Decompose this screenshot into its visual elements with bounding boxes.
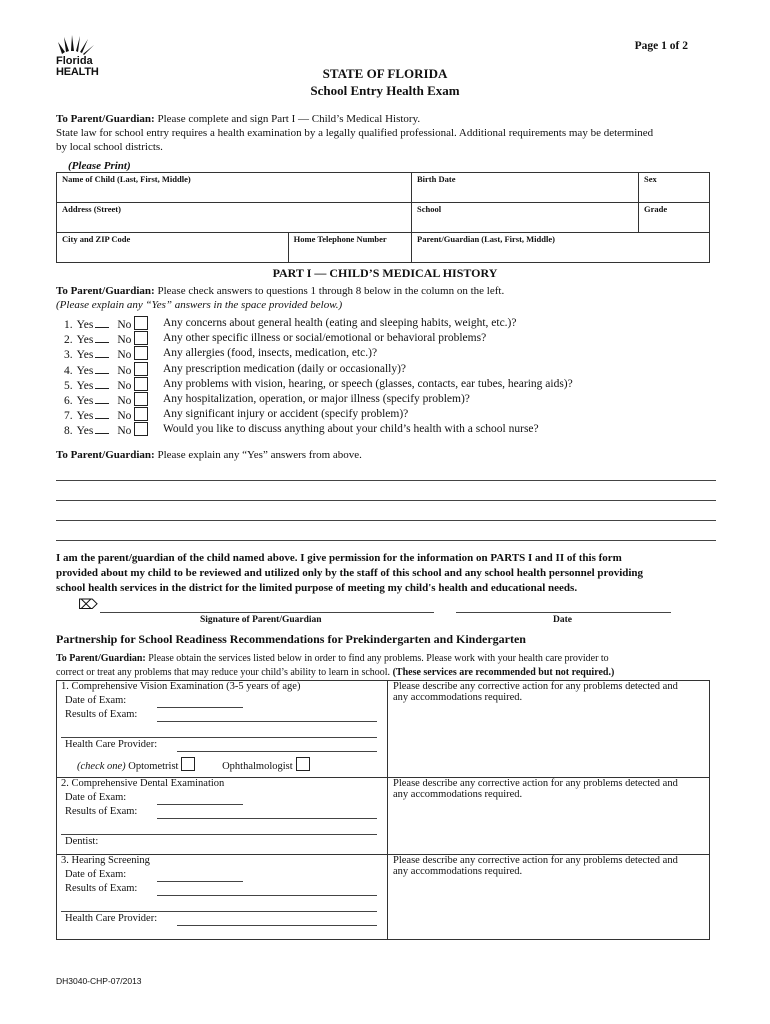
question-text: Any concerns about general health (eating and sleeping habits, weight, etc.)? [163,317,517,329]
vision-title: 1. Comprehensive Vision Examination (3-5 years of age) [61,681,301,692]
signature-line[interactable] [100,612,434,613]
school-field[interactable]: School [412,203,639,233]
no-checkbox[interactable] [134,422,148,436]
hearing-corrective-cell[interactable]: Please describe any corrective action for any problems detected and any accommodations required. [388,855,710,940]
question-text: Any other specific illness or social/emotional or behavioral problems? [163,332,487,345]
yes-answer-blank[interactable] [95,363,109,374]
optometrist-checkbox[interactable] [181,757,195,771]
vision-exam-cell [57,681,388,778]
dental-exam-cell [57,778,388,855]
no-checkbox[interactable] [134,316,148,330]
partnership-heading: Partnership for School Readiness Recommendations for Prekindergarten and Kindergarten [56,632,526,646]
recommendations-table [56,680,710,940]
date-line[interactable] [456,612,671,613]
date-label: Date [553,615,572,625]
question-number: 4. [64,364,73,377]
explain-line-2[interactable] [56,500,716,501]
no-label: No [117,425,132,438]
yes-label: Yes [76,364,94,377]
question-number: 1. [64,319,73,331]
yes-answer-blank[interactable] [95,317,109,328]
part1-explain-note: (Please explain any “Yes” answers in the space provided below.) [56,299,343,311]
law-line-2: by local school districts. [56,141,163,153]
vision-results-line-2[interactable] [61,737,377,738]
grade-field[interactable]: Grade [639,203,710,233]
hearing-results-line[interactable] [157,895,377,896]
no-checkbox[interactable] [134,331,148,345]
question-number: 7. [64,410,73,423]
child-info-table [56,172,710,263]
vision-corrective-cell[interactable]: Please describe any corrective action for any problems detected and any accommodations required. [388,681,710,778]
form-subtitle: School Entry Health Exam [310,83,460,98]
print-note: (Please Print) [68,160,131,172]
no-label: No [117,395,132,407]
vision-date-label: Date of Exam: [65,695,127,706]
page-number: Page 1 of 2 [634,40,688,52]
yes-label: Yes [76,379,94,392]
no-label: No [117,364,132,377]
question-text: Any prescription medication (daily or occasionally)? [163,362,407,375]
dental-corrective-cell[interactable]: Please describe any corrective action for any problems detected and any accommodations required. [388,778,710,855]
yes-answer-blank[interactable] [95,332,109,343]
question-number: 6. [64,395,73,407]
question-number: 2. [64,334,73,347]
dentist-label: Dentist: [65,836,99,847]
dental-results-line[interactable] [157,818,377,819]
yes-answer-blank[interactable] [95,423,109,434]
no-label: No [117,349,132,362]
yes-label: Yes [76,334,94,347]
question-text: Any problems with vision, hearing, or speech (glasses, contacts, ear tubes, hearing aids)? [163,377,573,390]
consent-line-1: I am the parent/guardian of the child named above. I give permission for the information on PARTS I and II of this form [56,552,622,564]
yes-answer-blank[interactable] [95,347,109,358]
signature-label: Signature of Parent/Guardian [200,615,322,625]
part1-heading: PART I — CHILD’S MEDICAL HISTORY [272,266,498,280]
question-text: Any hospitalization, operation, or major illness (specify problem)? [163,393,470,405]
explain-line-3[interactable] [56,520,716,521]
law-line-1: State law for school entry requires a health examination by a legally qualified professional. Additional requirements may be determined [56,127,654,139]
consent-line-3: school health services in the district for the limited purpose of meeting my child's health and educational needs. [56,582,578,594]
vision-results-label: Results of Exam: [65,709,138,720]
dental-results-line-2[interactable] [61,834,377,835]
dental-title: 2. Comprehensive Dental Examination [61,778,225,789]
yes-answer-blank[interactable] [95,408,109,419]
question-number: 5. [64,379,73,392]
consent-line-2: provided about my child to be reviewed and utilized only by the staff of this school and any school health personnel providing [56,567,644,579]
no-checkbox[interactable] [134,392,148,406]
vision-provider-label: Health Care Provider: [65,739,158,750]
yes-label: Yes [76,395,94,407]
birth-date-field[interactable]: Birth Date [412,173,639,203]
yes-label: Yes [76,425,94,438]
question-row [64,407,409,423]
dental-date-line[interactable] [157,804,243,805]
question-text: Any allergies (food, insects, medication, etc.)? [163,347,378,360]
explain-line-4[interactable] [56,540,716,541]
question-row [64,362,407,377]
question-text: Any significant injury or accident (specify problem)? [163,408,409,421]
hearing-title: 3. Hearing Screening [61,855,150,866]
hearing-results-line-2[interactable] [61,911,377,912]
hearing-results-label: Results of Exam: [65,883,138,894]
yes-label: Yes [76,410,94,423]
question-row [64,377,573,392]
no-label: No [117,410,132,423]
yes-answer-blank[interactable] [95,378,109,389]
explain-line-1[interactable] [56,480,716,481]
no-checkbox[interactable] [134,407,148,421]
no-checkbox[interactable] [134,377,148,391]
yes-answer-blank[interactable] [95,393,109,404]
intro-instruction [56,112,420,126]
hearing-provider-label: Health Care Provider: [65,913,158,924]
hearing-date-label: Date of Exam: [65,869,127,880]
no-label: No [117,379,132,392]
form-title: STATE OF FLORIDA [322,66,448,81]
yes-label: Yes [76,319,94,331]
vision-check-row: (check one) Optometrist Ophthalmologist [77,757,310,772]
question-row [64,422,539,438]
intro-label: To Parent/Guardian: [56,113,155,125]
guardian-name-field[interactable]: Parent/Guardian (Last, First, Middle) [412,233,710,263]
hearing-provider-line[interactable] [177,925,377,926]
sunburst-icon [56,34,106,56]
no-label: No [117,334,132,347]
partnership-text: To Parent/Guardian: Please obtain the services listed below in order to find any problems. Please work with your health care provider to [56,653,609,664]
no-checkbox[interactable] [134,362,148,376]
address-field[interactable]: Address (Street) [57,203,412,233]
form-id: DH3040-CHP-07/2013 [56,976,142,986]
question-row [64,316,517,331]
city-zip-field[interactable]: City and ZIP Code [57,233,289,263]
yes-label: Yes [76,349,94,362]
question-text: Would you like to discuss anything about your child’s health with a school nurse? [163,423,539,436]
no-label: No [117,319,132,331]
dental-date-label: Date of Exam: [65,792,127,803]
explain-instruction: To Parent/Guardian: Please explain any “Yes” answers from above. [56,449,362,461]
sign-here-icon: ⌦ [78,597,98,613]
vision-results-line[interactable] [157,721,377,722]
question-row [64,346,378,362]
question-number: 3. [64,349,73,362]
partnership-text-2: correct or treat any problems that may reduce your child’s ability to learn in school. (These services are recommended but not required.) [56,667,615,678]
vision-date-line[interactable] [157,707,243,708]
question-row [64,392,470,407]
hearing-exam-cell [57,855,388,940]
logo-line1: Florida [56,55,93,67]
question-row [64,331,487,347]
part1-instruction: To Parent/Guardian: Please check answers to questions 1 through 8 below in the column on the left. [56,285,505,297]
ophthalmologist-checkbox[interactable] [296,757,310,771]
vision-provider-line[interactable] [177,751,377,752]
question-number: 8. [64,425,73,438]
child-name-field[interactable]: Name of Child (Last, First, Middle) [57,173,412,203]
hearing-date-line[interactable] [157,881,243,882]
dental-results-label: Results of Exam: [65,806,138,817]
no-checkbox[interactable] [134,346,148,360]
logo-line2: HEALTH [56,66,99,78]
intro-text: Please complete and sign Part I — Child’s Medical History. [157,113,421,125]
home-phone-field[interactable]: Home Telephone Number [288,233,411,263]
sex-field[interactable]: Sex [639,173,710,203]
